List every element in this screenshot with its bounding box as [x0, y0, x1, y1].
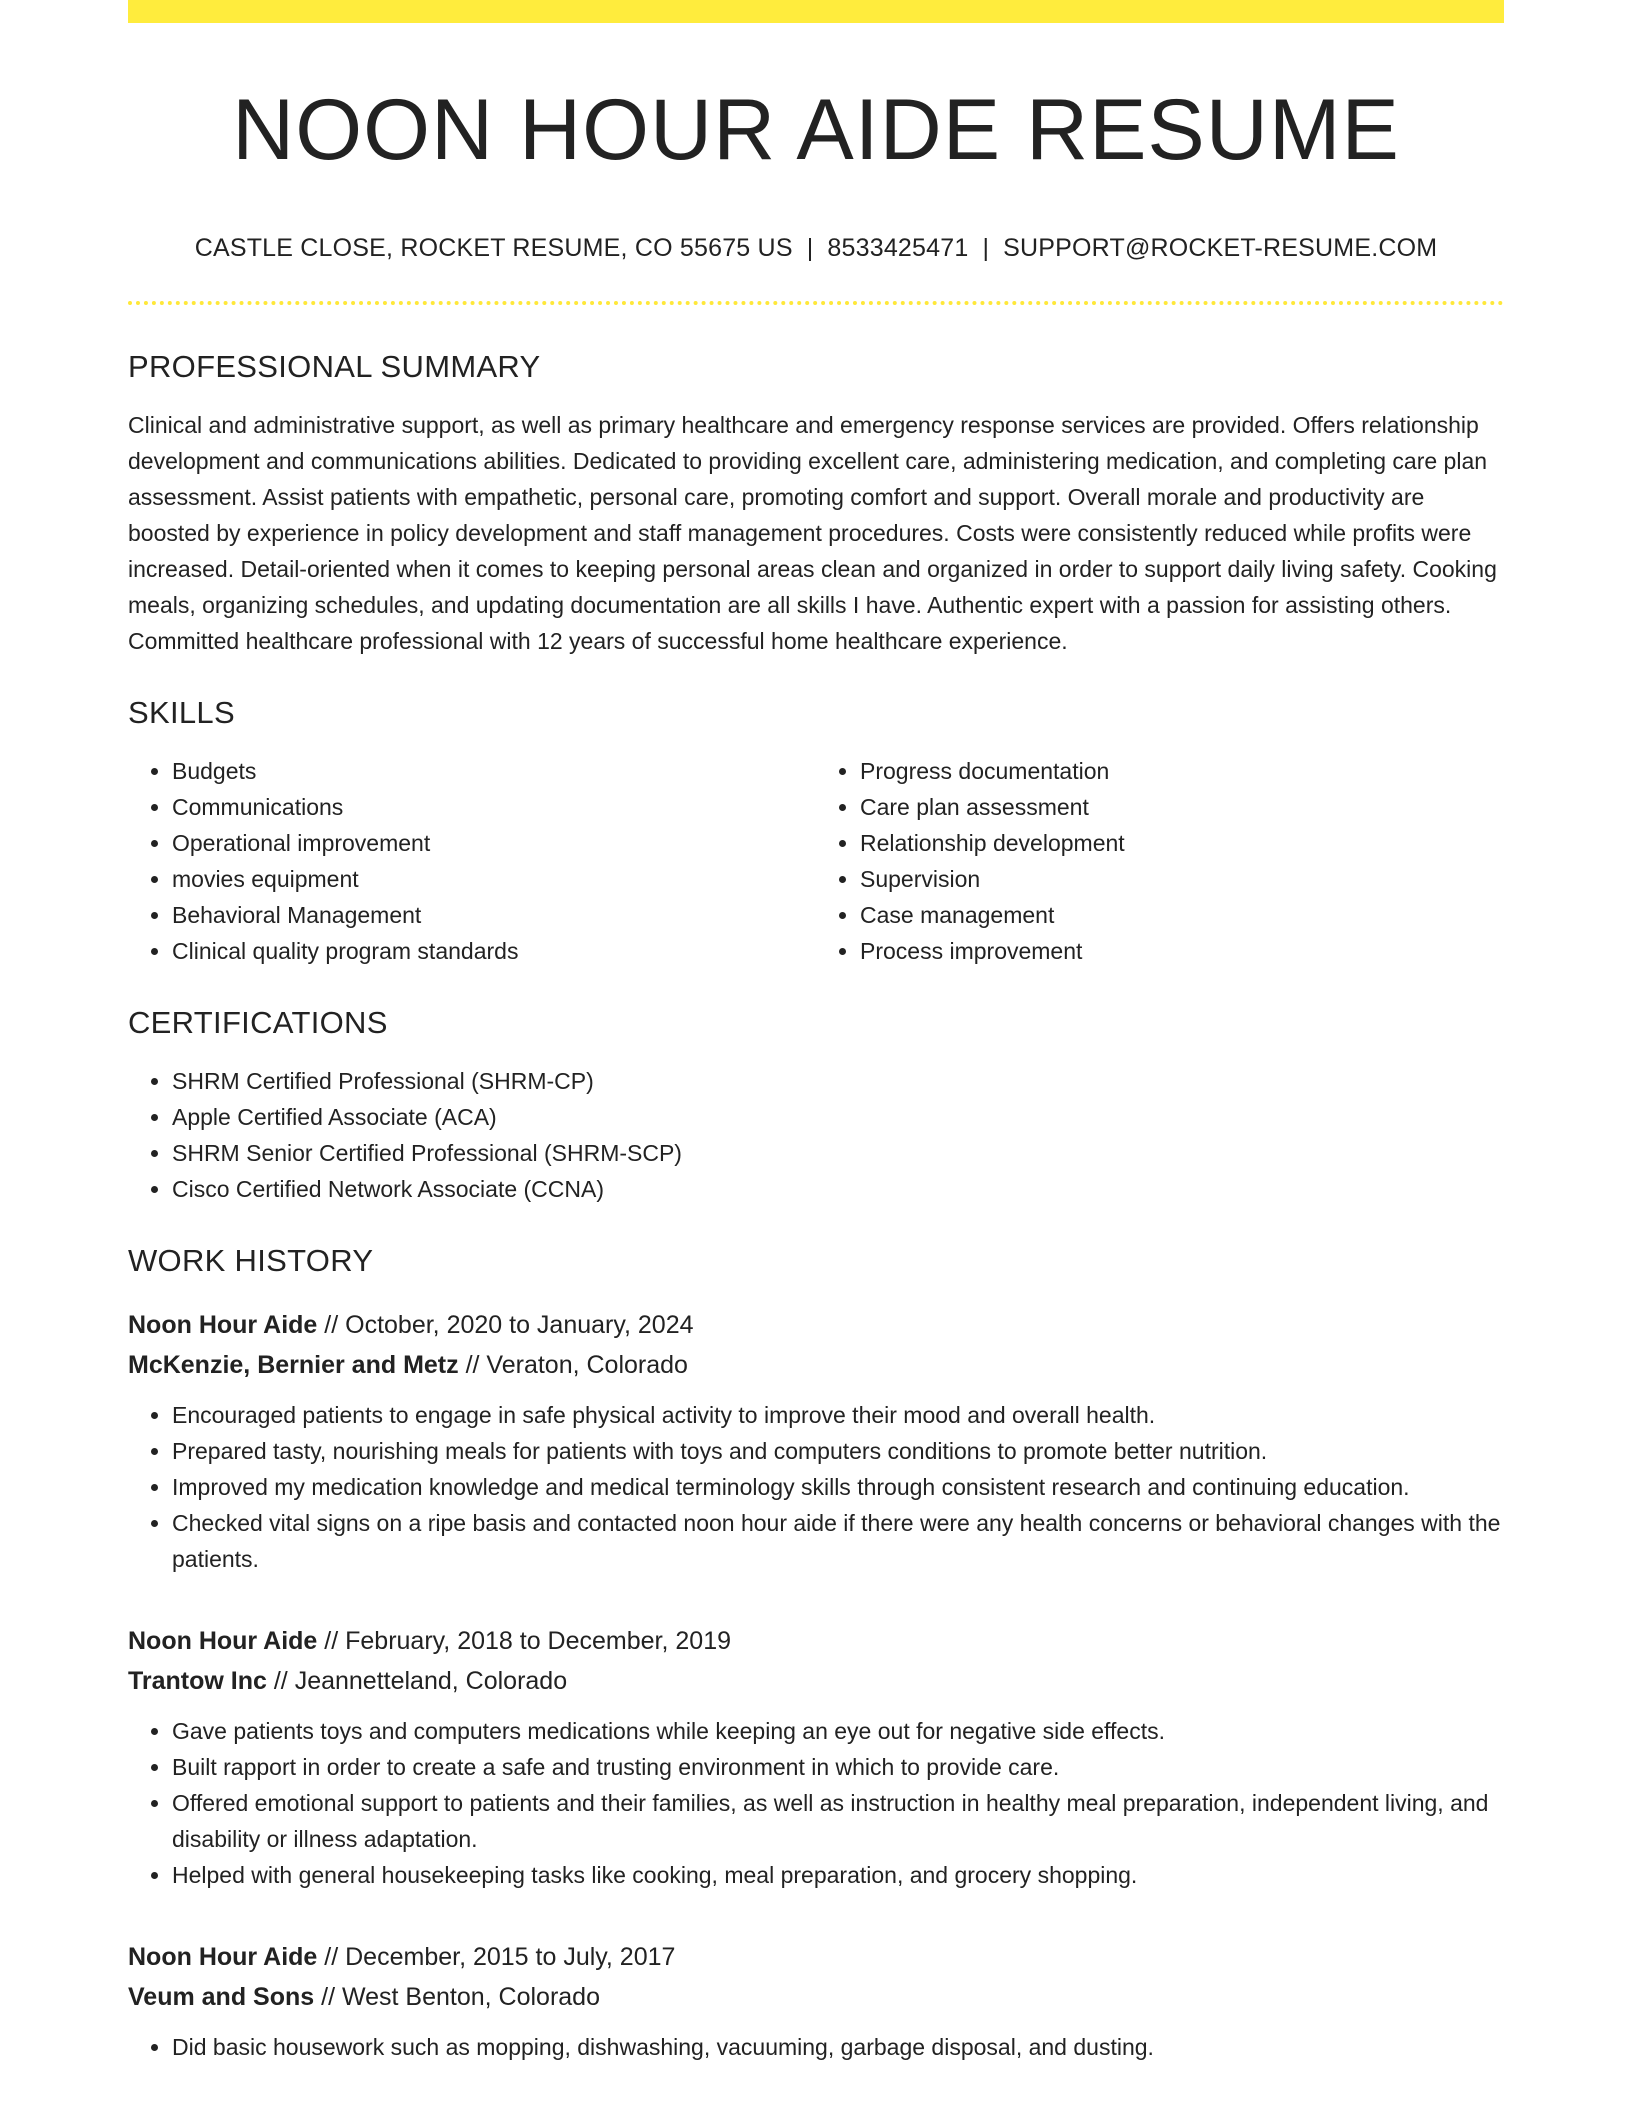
skill-item: • Care plan assessment — [860, 789, 1504, 825]
job-company-line — [128, 1661, 1504, 1701]
job-bullet: • Encouraged patients to engage in safe physical activity to improve their mood and overall health. — [172, 1397, 1504, 1433]
skill-item: • Process improvement — [860, 933, 1504, 969]
skill-item: • Relationship development — [860, 825, 1504, 861]
skill-item: • Behavioral Management — [172, 897, 816, 933]
job-role: Noon Hour Aide — [128, 1626, 318, 1655]
job-dates: // December, 2015 to July, 2017 — [317, 1942, 676, 1971]
skill-item: • movies equipment — [172, 861, 816, 897]
job-title-line — [128, 1937, 1504, 1977]
job-entry — [128, 1937, 1504, 2065]
accent-bar — [128, 0, 1504, 23]
job-bullet: • Built rapport in order to create a safe and trusting environment in which to provide care. — [172, 1749, 1504, 1785]
job-location: // Jeannetteland, Colorado — [266, 1666, 568, 1695]
job-bullet: • Did basic housework such as mopping, dishwashing, vacuuming, garbage disposal, and dusting. — [172, 2029, 1504, 2065]
job-company: Veum and Sons — [128, 1982, 315, 2011]
skill-item: • Clinical quality program standards — [172, 933, 816, 969]
job-bullet: • Improved my medication knowledge and medical terminology skills through consistent research and continuing education. — [172, 1469, 1504, 1505]
job-entry — [128, 1621, 1504, 1893]
certification-item: • SHRM Certified Professional (SHRM-CP) — [172, 1063, 1504, 1099]
job-bullet: • Prepared tasty, nourishing meals for patients with toys and computers conditions to promote better nutrition. — [172, 1433, 1504, 1469]
job-bullets — [128, 1397, 1504, 1577]
job-entry — [128, 1305, 1504, 1577]
separator: | — [806, 233, 814, 262]
email: SUPPORT@ROCKET-RESUME.COM — [1003, 233, 1438, 262]
skill-item: • Case management — [860, 897, 1504, 933]
job-company: Trantow Inc — [128, 1666, 267, 1695]
job-title-line — [128, 1305, 1504, 1345]
address: CASTLE CLOSE, ROCKET RESUME, CO 55675 US — [194, 233, 793, 262]
certification-item: • SHRM Senior Certified Professional (SHRM-SCP) — [172, 1135, 1504, 1171]
skill-item: • Communications — [172, 789, 816, 825]
skill-item: • Supervision — [860, 861, 1504, 897]
job-location: // Veraton, Colorado — [458, 1350, 688, 1379]
job-bullet: • Offered emotional support to patients and their families, as well as instruction in healthy meal preparation, independent living, and disability or illness adaptation. — [172, 1785, 1504, 1857]
dotted-divider — [128, 301, 1504, 305]
skill-item: • Operational improvement — [172, 825, 816, 861]
certification-item: • Cisco Certified Network Associate (CCNA) — [172, 1171, 1504, 1207]
job-role: Noon Hour Aide — [128, 1310, 318, 1339]
resume-page — [128, 0, 1504, 2065]
job-company-line — [128, 1977, 1504, 2017]
job-bullets — [128, 2029, 1504, 2065]
summary-text: Clinical and administrative support, as well as primary healthcare and emergency response services are provided. Offers relationship development and communications abilities. Dedicated to providing excellent care, administering medication, and completing care plan assessment. Assist patients with empathetic, personal care, promoting comfort and support. Overall morale and productivity are boosted by experience in policy development and staff management procedures. Costs were consistently reduced while profits were increased. Detail-oriented when it comes to keeping personal areas clean and organized in order to support daily living safety. Cooking meals, organizing schedules, and updating documentation are all skills I have. Authentic expert with a passion for assisting others. Committed healthcare professional with 12 years of successful home healthcare experience. — [128, 411, 1497, 654]
job-company-line — [128, 1345, 1504, 1385]
skills-list — [128, 753, 1504, 969]
certifications-heading: CERTIFICATIONS — [128, 1004, 388, 1040]
job-dates: // February, 2018 to December, 2019 — [317, 1626, 732, 1655]
job-role: Noon Hour Aide — [128, 1942, 318, 1971]
contact-line — [128, 234, 1504, 263]
work-history-heading: WORK HISTORY — [128, 1242, 374, 1278]
job-title-line — [128, 1621, 1504, 1661]
skill-item: • Progress documentation — [860, 753, 1504, 789]
job-bullet: • Checked vital signs on a ripe basis and contacted noon hour aide if there were any health concerns or behavioral changes with the patients. — [172, 1505, 1504, 1577]
phone: 8533425471 — [827, 233, 969, 262]
summary-heading: PROFESSIONAL SUMMARY — [128, 348, 541, 384]
skills-column-right — [816, 753, 1504, 969]
skill-item: • Budgets — [172, 753, 816, 789]
job-bullet: • Gave patients toys and computers medications while keeping an eye out for negative side effects. — [172, 1713, 1504, 1749]
separator: | — [982, 233, 990, 262]
skills-heading: SKILLS — [128, 694, 235, 730]
certification-item: • Apple Certified Associate (ACA) — [172, 1099, 1504, 1135]
job-company: McKenzie, Bernier and Metz — [128, 1350, 459, 1379]
certifications-list — [128, 1063, 1504, 1207]
job-location: // West Benton, Colorado — [314, 1982, 600, 2011]
job-bullets — [128, 1713, 1504, 1893]
skills-column-left — [128, 753, 816, 969]
job-dates: // October, 2020 to January, 2024 — [317, 1310, 694, 1339]
resume-title: NOON HOUR AIDE RESUME — [232, 82, 1400, 178]
job-bullet: • Helped with general housekeeping tasks like cooking, meal preparation, and grocery shopping. — [172, 1857, 1504, 1893]
